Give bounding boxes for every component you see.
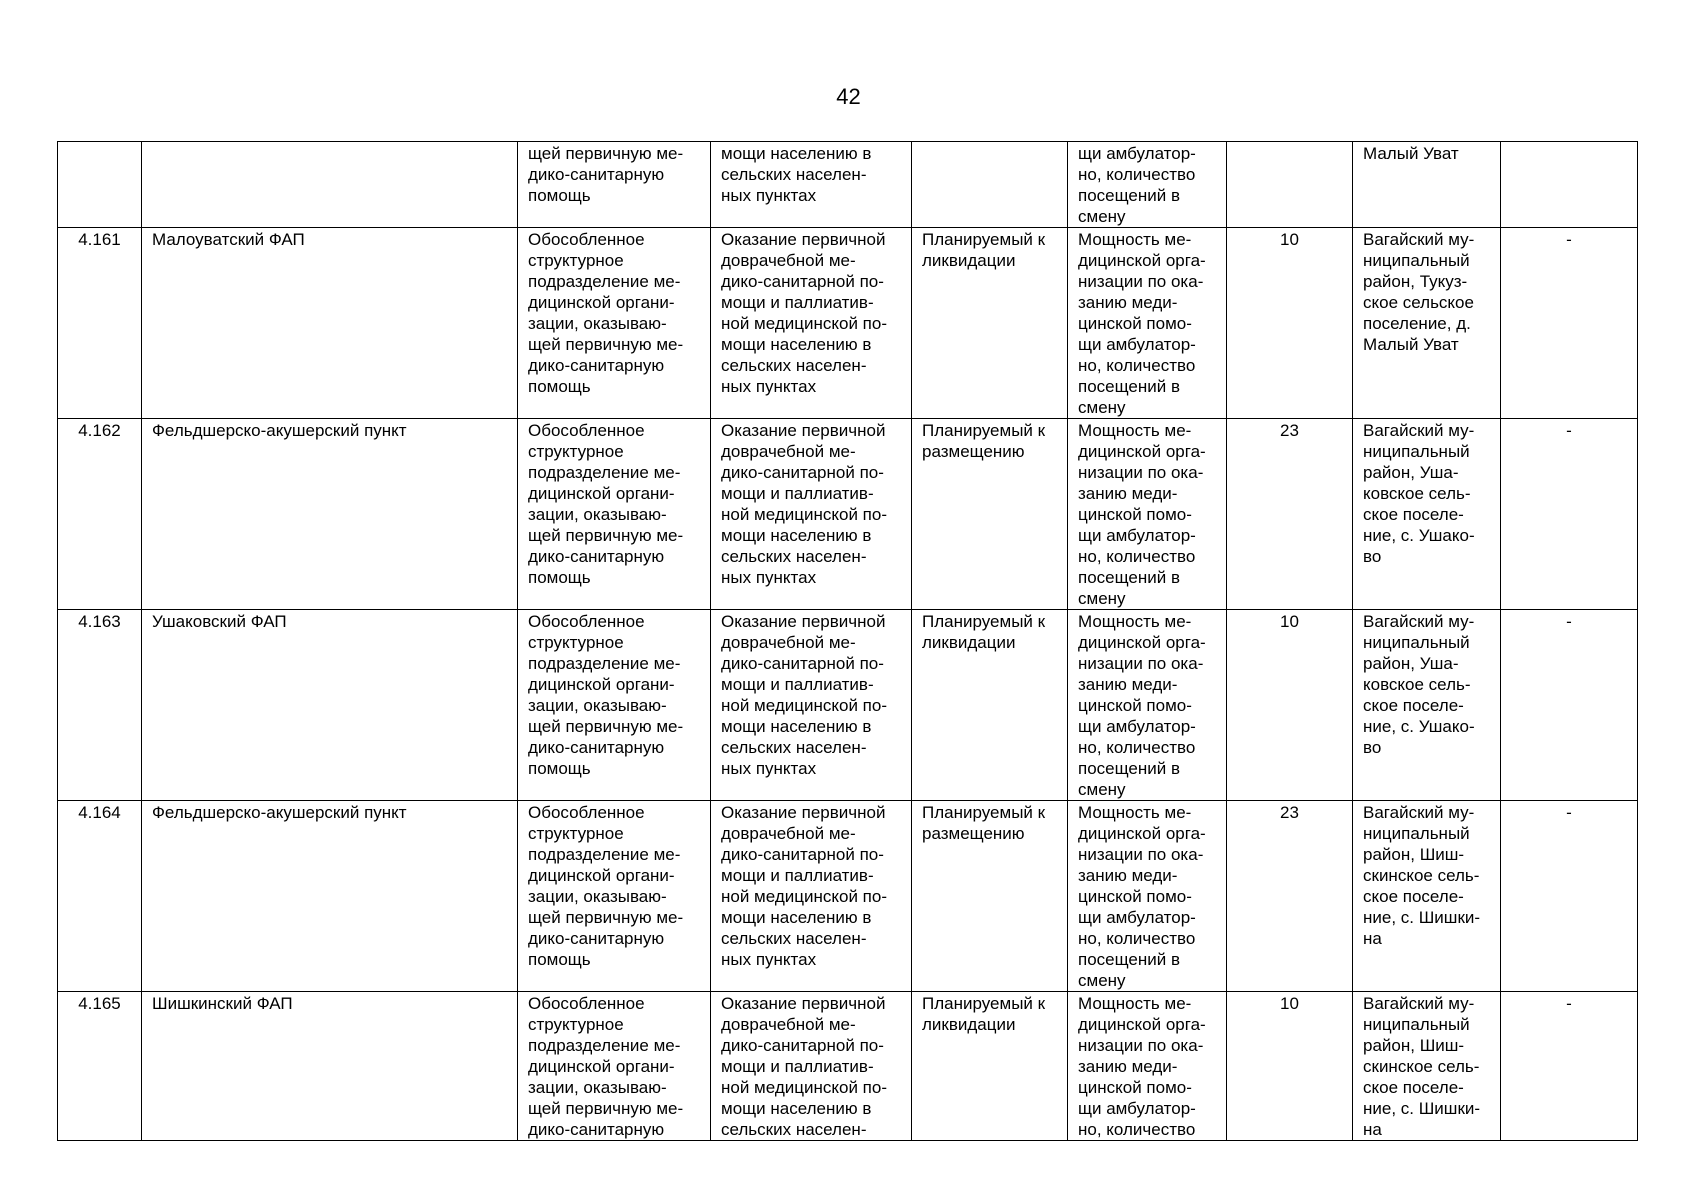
capacity-value-cell: 10: [1227, 228, 1353, 419]
capacity-description-cell: Мощность ме- дицинской орга- низации по ока- занию меди- цинской помо- щи амбулатор- но, количество посещений в смену: [1068, 419, 1227, 610]
zone-cell: -: [1501, 801, 1638, 992]
capacity-value-cell: [1227, 142, 1353, 228]
facility-type-cell: Обособленное структурное подразделение ме- дицинской органи- зации, оказываю- щей первичную ме- дико-санитарную помощь: [518, 419, 711, 610]
facility-name-cell: [142, 142, 518, 228]
facility-name-cell: Малоуватский ФАП: [142, 228, 518, 419]
facility-status-cell: Планируемый к ликвидации: [912, 610, 1068, 801]
table-row: [58, 142, 1638, 228]
location-cell: Вагайский му- ниципальный район, Шиш- скинское сель- ское поселе- ние, с. Шишки- на: [1353, 992, 1501, 1141]
facility-purpose-cell: мощи населению в сельских населен- ных пунктах: [711, 142, 912, 228]
location-cell: Вагайский му- ниципальный район, Уша- ковское сель- ское поселе- ние, с. Ушако- во: [1353, 610, 1501, 801]
location-cell: Малый Уват: [1353, 142, 1501, 228]
facilities-table: [57, 141, 1638, 1141]
row-number-cell: 4.165: [58, 992, 142, 1141]
facility-type-cell: Обособленное структурное подразделение ме- дицинской органи- зации, оказываю- щей первичную ме- дико-санитарную помощь: [518, 228, 711, 419]
location-cell: Вагайский му- ниципальный район, Шиш- скинское сель- ское поселе- ние, с. Шишки- на: [1353, 801, 1501, 992]
facility-type-cell: Обособленное структурное подразделение ме- дицинской органи- зации, оказываю- щей первичную ме- дико-санитарную помощь: [518, 610, 711, 801]
row-number-cell: 4.162: [58, 419, 142, 610]
row-number-cell: [58, 142, 142, 228]
zone-cell: -: [1501, 992, 1638, 1141]
facility-name-cell: Ушаковский ФАП: [142, 610, 518, 801]
facility-status-cell: Планируемый к ликвидации: [912, 228, 1068, 419]
facility-type-cell: Обособленное структурное подразделение ме- дицинской органи- зации, оказываю- щей первичную ме- дико-санитарную помощь: [518, 801, 711, 992]
facility-purpose-cell: Оказание первичной доврачебной ме- дико-санитарной по- мощи и паллиатив- ной медицинской по- мощи населению в сельских населен- ных пунктах: [711, 801, 912, 992]
capacity-value-cell: 23: [1227, 419, 1353, 610]
capacity-description-cell: Мощность ме- дицинской орга- низации по ока- занию меди- цинской помо- щи амбулатор- но, количество посещений в смену: [1068, 228, 1227, 419]
zone-cell: -: [1501, 228, 1638, 419]
table-row: [58, 610, 1638, 801]
capacity-description-cell: Мощность ме- дицинской орга- низации по ока- занию меди- цинской помо- щи амбулатор- но, количество: [1068, 992, 1227, 1141]
zone-cell: -: [1501, 419, 1638, 610]
row-number-cell: 4.161: [58, 228, 142, 419]
facility-purpose-cell: Оказание первичной доврачебной ме- дико-санитарной по- мощи и паллиатив- ной медицинской по- мощи населению в сельских населен-: [711, 992, 912, 1141]
capacity-description-cell: щи амбулатор- но, количество посещений в смену: [1068, 142, 1227, 228]
capacity-value-cell: 10: [1227, 610, 1353, 801]
facility-status-cell: Планируемый к размещению: [912, 801, 1068, 992]
page-number: 42: [836, 84, 861, 109]
facility-type-cell: Обособленное структурное подразделение ме- дицинской органи- зации, оказываю- щей первичную ме- дико-санитарную: [518, 992, 711, 1141]
zone-cell: [1501, 142, 1638, 228]
facility-purpose-cell: Оказание первичной доврачебной ме- дико-санитарной по- мощи и паллиатив- ной медицинской по- мощи населению в сельских населен- ных пунктах: [711, 228, 912, 419]
capacity-value-cell: 10: [1227, 992, 1353, 1141]
capacity-description-cell: Мощность ме- дицинской орга- низации по ока- занию меди- цинской помо- щи амбулатор- но, количество посещений в смену: [1068, 801, 1227, 992]
table-row: [58, 801, 1638, 992]
table-row: [58, 419, 1638, 610]
location-cell: Вагайский му- ниципальный район, Уша- ковское сель- ское поселе- ние, с. Ушако- во: [1353, 419, 1501, 610]
table-row: [58, 992, 1638, 1141]
facility-status-cell: Планируемый к размещению: [912, 419, 1068, 610]
facility-status-cell: Планируемый к ликвидации: [912, 992, 1068, 1141]
facility-purpose-cell: Оказание первичной доврачебной ме- дико-санитарной по- мощи и паллиатив- ной медицинской по- мощи населению в сельских населен- ных пунктах: [711, 419, 912, 610]
capacity-description-cell: Мощность ме- дицинской орга- низации по ока- занию меди- цинской помо- щи амбулатор- но, количество посещений в смену: [1068, 610, 1227, 801]
row-number-cell: 4.163: [58, 610, 142, 801]
location-cell: Вагайский му- ниципальный район, Тукуз- ское сельское поселение, д. Малый Уват: [1353, 228, 1501, 419]
capacity-value-cell: 23: [1227, 801, 1353, 992]
row-number-cell: 4.164: [58, 801, 142, 992]
facility-status-cell: [912, 142, 1068, 228]
facility-name-cell: Шишкинский ФАП: [142, 992, 518, 1141]
facility-type-cell: щей первичную ме- дико-санитарную помощь: [518, 142, 711, 228]
facility-name-cell: Фельдшерско-акушерский пункт: [142, 419, 518, 610]
table-row: [58, 228, 1638, 419]
zone-cell: -: [1501, 610, 1638, 801]
facility-name-cell: Фельдшерско-акушерский пункт: [142, 801, 518, 992]
facility-purpose-cell: Оказание первичной доврачебной ме- дико-санитарной по- мощи и паллиатив- ной медицинской по- мощи населению в сельских населен- ных пунктах: [711, 610, 912, 801]
